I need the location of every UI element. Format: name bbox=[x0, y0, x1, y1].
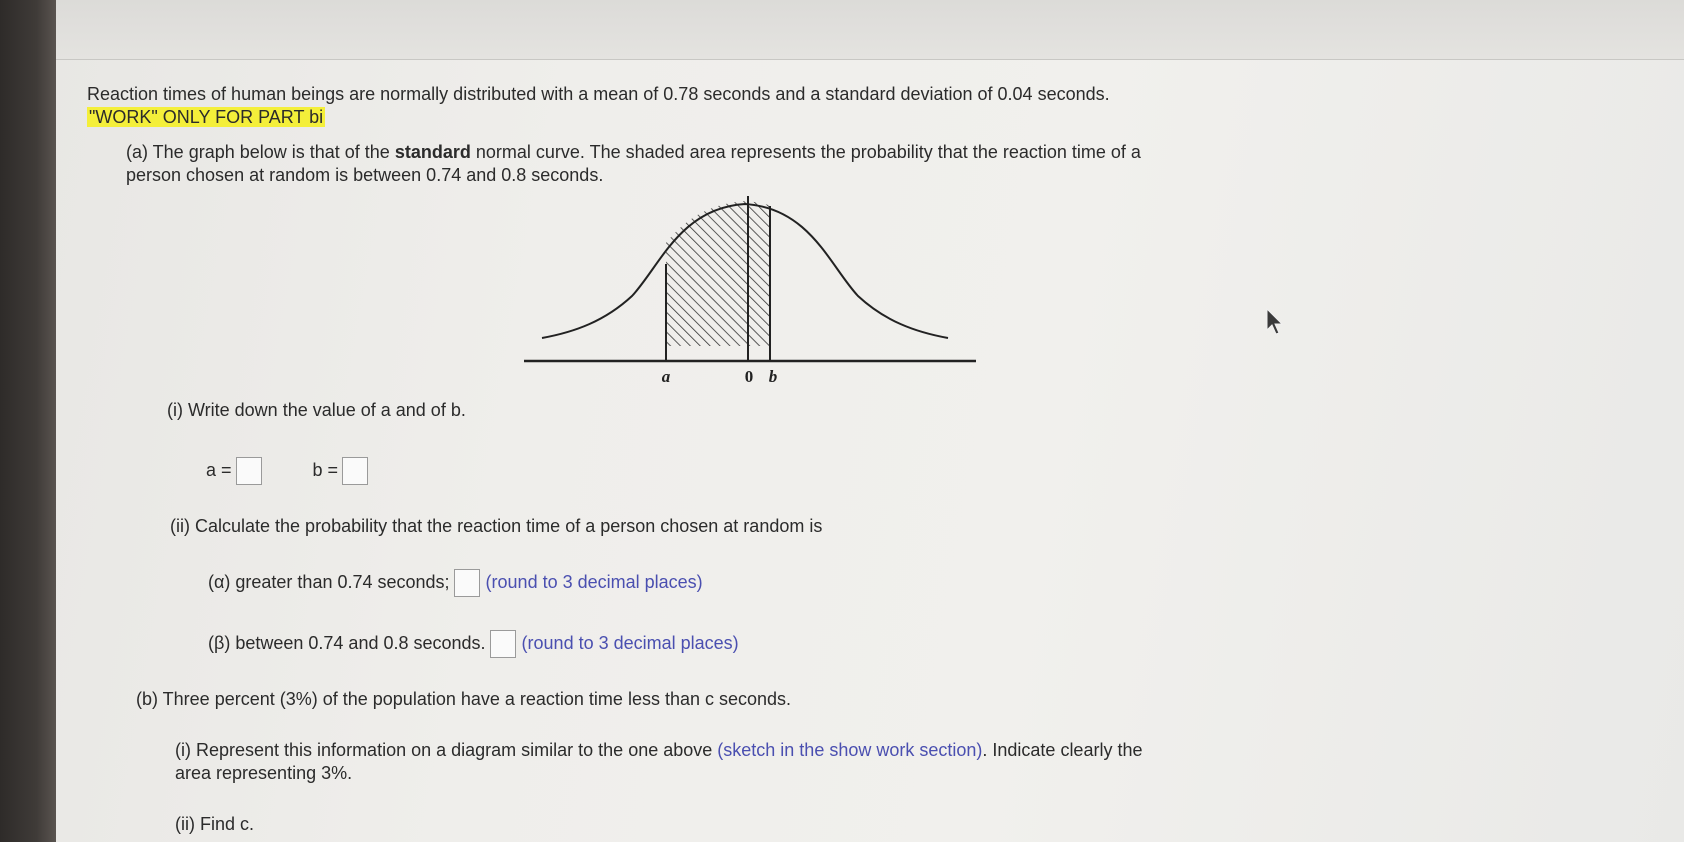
b-label: b = bbox=[312, 460, 339, 480]
mouse-cursor-icon bbox=[1266, 308, 1284, 336]
shaded-area bbox=[666, 196, 770, 346]
part-a-line1-pre: (a) The graph below is that of the bbox=[126, 142, 395, 162]
alpha-input[interactable] bbox=[454, 569, 480, 597]
standard-normal-curve bbox=[520, 196, 980, 388]
alpha-row bbox=[208, 567, 703, 597]
problem-intro: Reaction times of human beings are normally distributed with a mean of 0.78 seconds and a standard deviation of 0.04 seconds. bbox=[87, 84, 1110, 104]
a-label: a = bbox=[206, 460, 232, 480]
label-zero: 0 bbox=[744, 367, 754, 386]
beta-text: (β) between 0.74 and 0.8 seconds. bbox=[208, 633, 486, 653]
beta-hint: (round to 3 decimal places) bbox=[521, 633, 739, 653]
part-b-ii: (ii) Find c. bbox=[175, 814, 255, 834]
top-band bbox=[56, 0, 1684, 60]
part-b-i-line1 bbox=[175, 739, 1142, 761]
a-input[interactable] bbox=[236, 457, 262, 485]
part-b-i-post: . Indicate clearly the bbox=[982, 740, 1143, 760]
part-a-i: (i) Write down the value of a and of b. bbox=[167, 400, 466, 420]
part-a-line1 bbox=[126, 141, 1141, 163]
alpha-hint: (round to 3 decimal places) bbox=[485, 572, 703, 592]
b-input[interactable] bbox=[342, 457, 368, 485]
part-b-i-pre: (i) Represent this information on a diagram similar to the one above bbox=[175, 740, 718, 760]
part-b: (b) Three percent (3%) of the population have a reaction time less than c seconds. bbox=[136, 689, 792, 709]
beta-row bbox=[208, 628, 739, 658]
work-note bbox=[87, 106, 325, 128]
label-a: a bbox=[661, 367, 671, 386]
part-a-line1-post: normal curve. The shaded area represents the probability that the reaction time of a bbox=[470, 142, 1141, 162]
part-a-standard-word: standard bbox=[394, 142, 471, 162]
show-work-link[interactable]: (sketch in the show work section) bbox=[717, 740, 983, 760]
part-b-i-line2: area representing 3%. bbox=[175, 763, 353, 783]
part-a-line2: person chosen at random is between 0.74 and 0.8 seconds. bbox=[126, 165, 604, 185]
label-b: b bbox=[768, 367, 778, 386]
alpha-text: (α) greater than 0.74 seconds; bbox=[208, 572, 450, 592]
work-note-highlight: "WORK" ONLY FOR PART bi bbox=[89, 107, 324, 127]
ab-answer-row bbox=[206, 455, 374, 485]
part-a-ii: (ii) Calculate the probability that the reaction time of a person chosen at random is bbox=[170, 516, 823, 536]
screen bbox=[56, 0, 1684, 842]
beta-input[interactable] bbox=[490, 630, 516, 658]
